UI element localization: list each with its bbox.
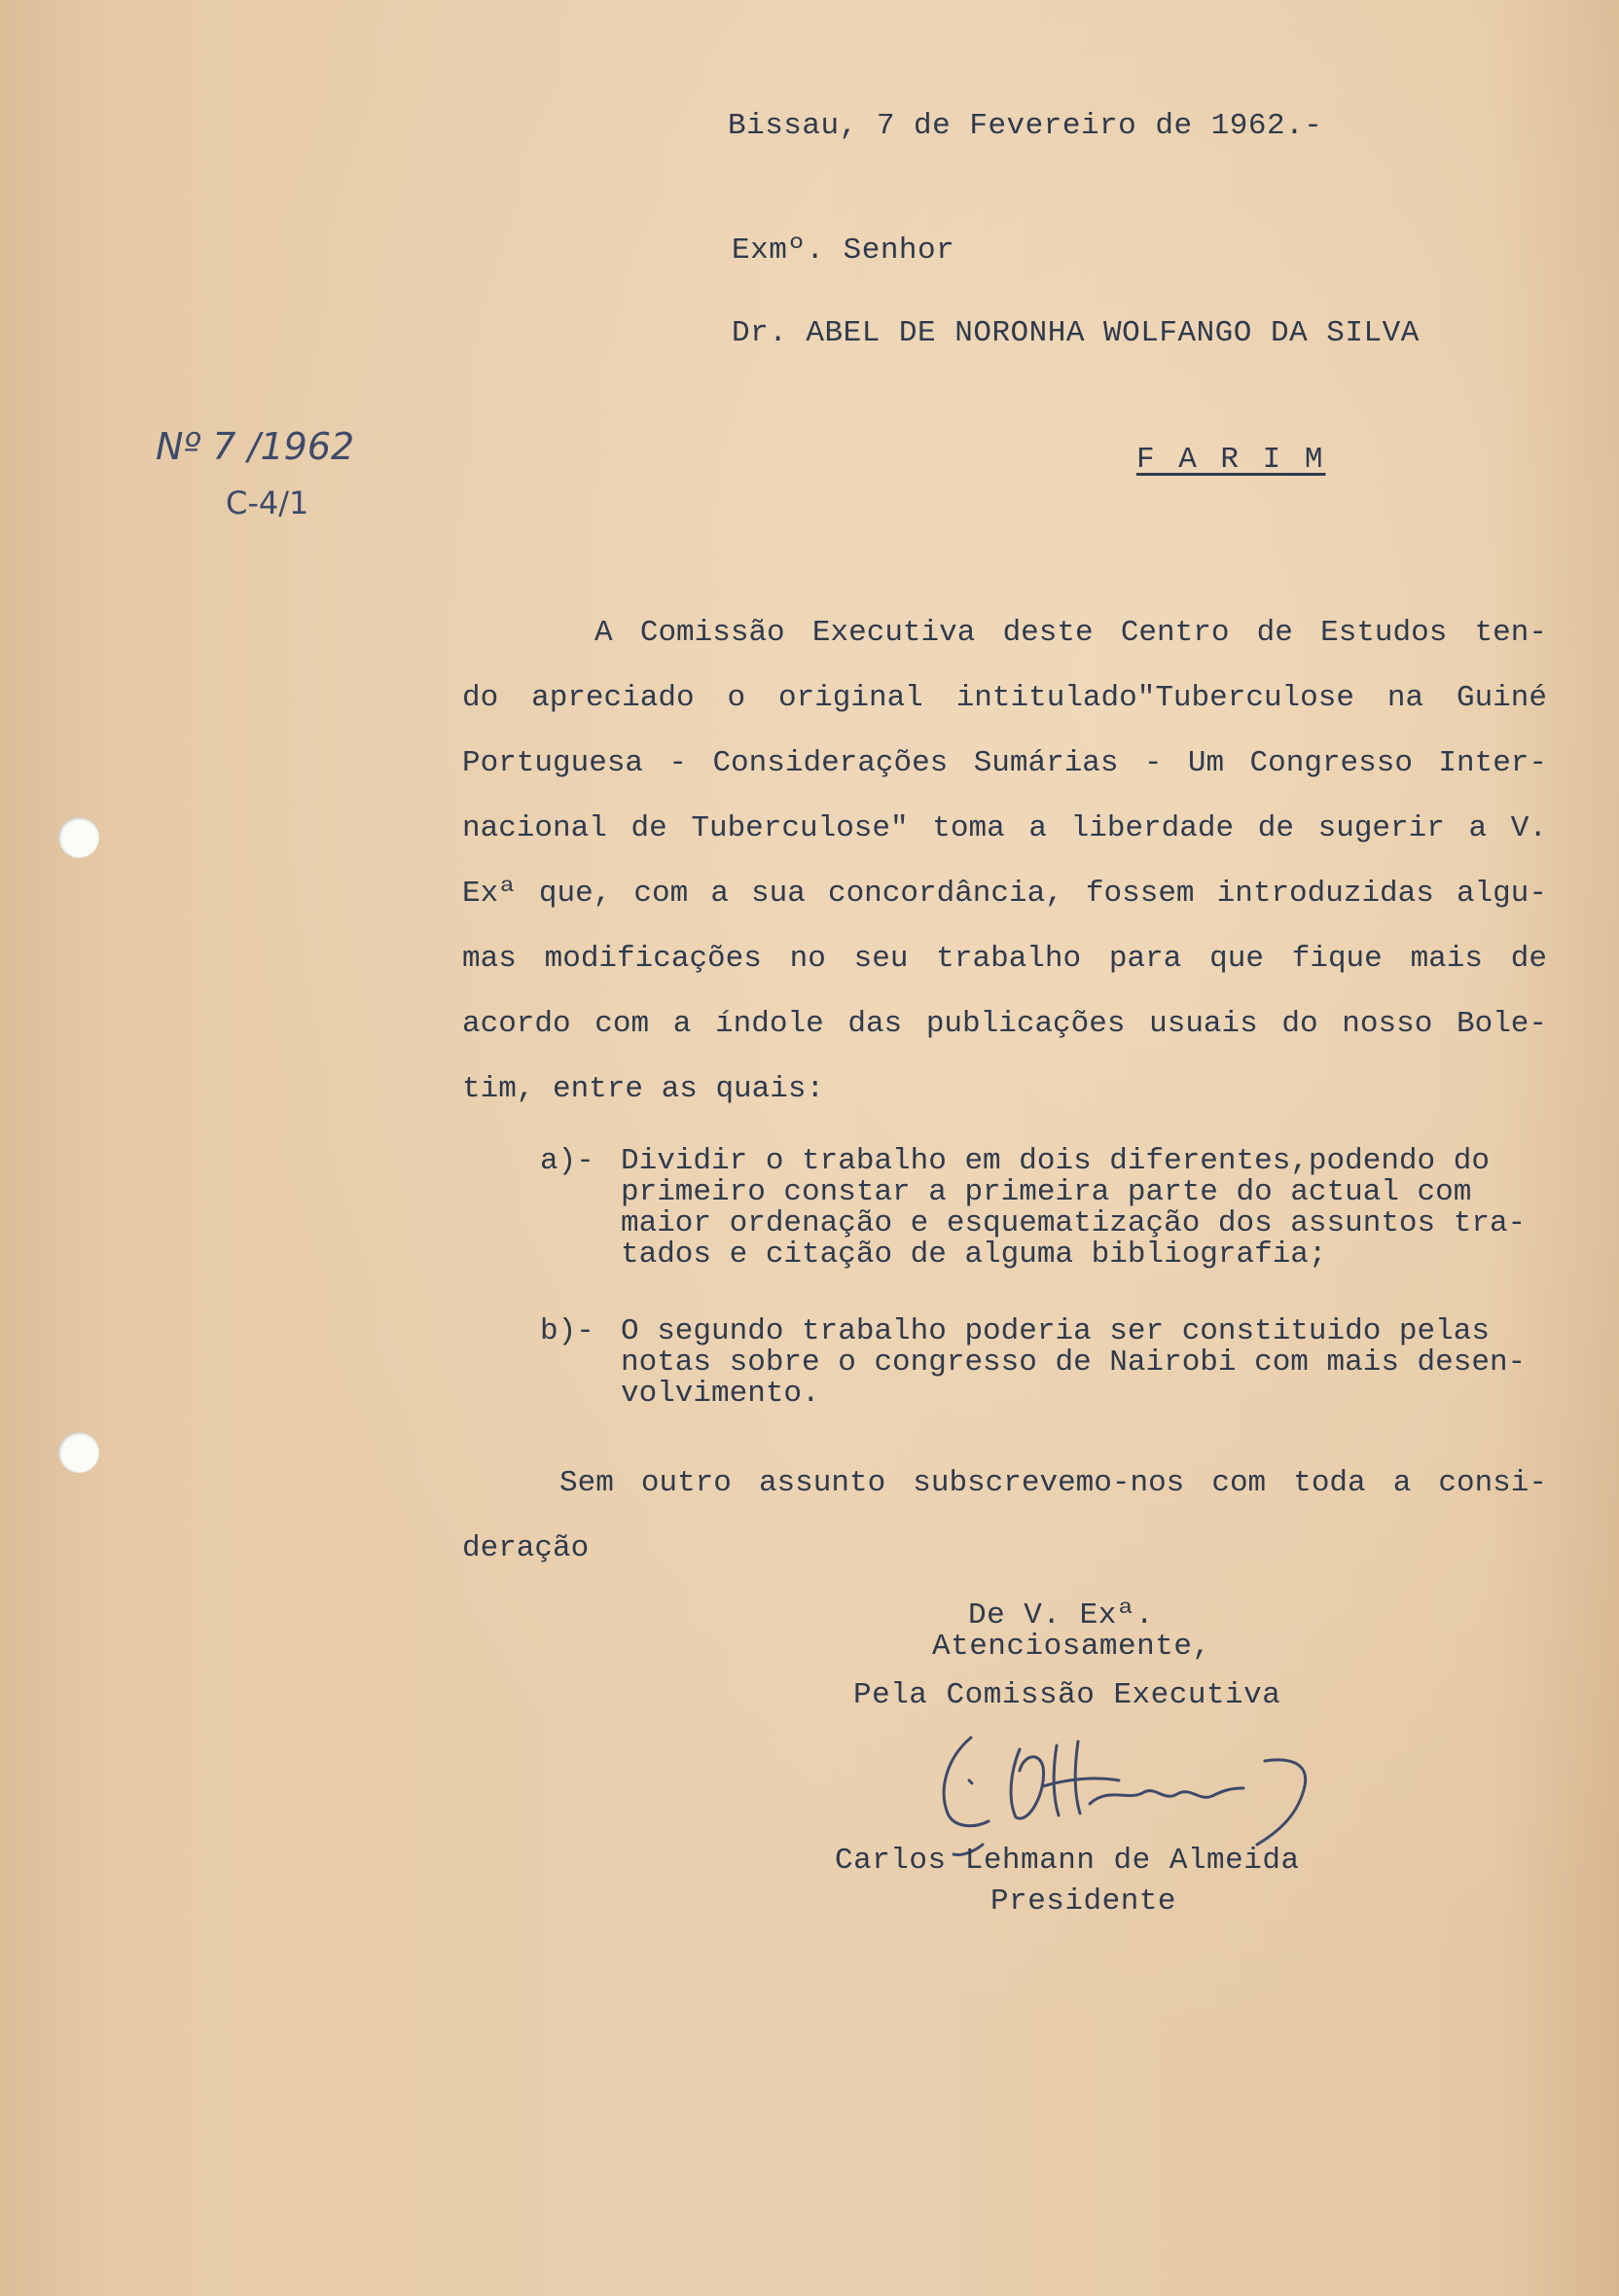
list-item-label: a)- <box>540 1144 594 1178</box>
letter-body <box>462 600 1547 1122</box>
body-line: Exª que, com a sua concordância, fossem introduzidas algu- <box>462 877 1547 911</box>
body-line: Portuguesa - Considerações Sumárias - Um Congresso Inter- <box>462 746 1547 780</box>
handwritten-reference-number: Nº 7 /1962 <box>156 425 355 468</box>
signoff-line: Atenciosamente, <box>932 1630 1211 1664</box>
punch-hole-top <box>58 817 99 858</box>
handwritten-reference-code: C-4/1 <box>226 484 309 521</box>
closing-line: Sem outro assunto subscrevemo-nos com toda a consi- <box>559 1466 1547 1500</box>
body-line: acordo com a índole das publicações usuais do nosso Bole- <box>462 1007 1547 1041</box>
signoff-line: De V. Exª. <box>968 1598 1155 1632</box>
salutation: Exmº. Senhor <box>732 233 955 268</box>
body-line: A Comissão Executiva deste Centro de Estudos ten- <box>594 616 1547 650</box>
date-line: Bissau, 7 de Fevereiro de 1962.- <box>728 109 1323 143</box>
list-item-line: primeiro constar a primeira parte do actual com <box>621 1175 1472 1209</box>
recipient-name: Dr. ABEL DE NORONHA WOLFANGO DA SILVA <box>732 316 1420 350</box>
list-item-line: volvimento. <box>621 1377 820 1411</box>
list-item-line: maior ordenação e esquematização dos assuntos tra- <box>621 1206 1527 1240</box>
list-item-label: b)- <box>540 1314 594 1348</box>
recipient-location: F A R I M <box>1136 443 1326 477</box>
signatory-title: Presidente <box>990 1884 1177 1919</box>
signoff-line: Pela Comissão Executiva <box>853 1678 1281 1712</box>
body-line: tim, entre as quais: <box>462 1072 825 1106</box>
closing-line: deração <box>462 1531 590 1565</box>
punch-hole-bottom <box>58 1432 99 1473</box>
list-item-text <box>621 1146 1526 1271</box>
list-item-line: Dividir o trabalho em dois diferentes,podendo do <box>621 1144 1490 1178</box>
body-line: mas modificações no seu trabalho para que fique mais de <box>462 942 1547 976</box>
closing-paragraph <box>462 1451 1547 1581</box>
body-line: nacional de Tuberculose" toma a liberdade de sugerir a V. <box>462 811 1547 845</box>
signatory-name: Carlos Lehmann de Almeida <box>835 1844 1300 1878</box>
list-item-text <box>621 1316 1526 1410</box>
list-item-line: O segundo trabalho poderia ser constituido pelas <box>621 1314 1490 1348</box>
list-item-line: notas sobre o congresso de Nairobi com mais desen- <box>621 1345 1527 1380</box>
body-line: do apreciado o original intitulado"Tuberculose na Guiné <box>462 681 1547 715</box>
list-item-line: tados e citação de alguma bibliografia; <box>621 1238 1327 1272</box>
